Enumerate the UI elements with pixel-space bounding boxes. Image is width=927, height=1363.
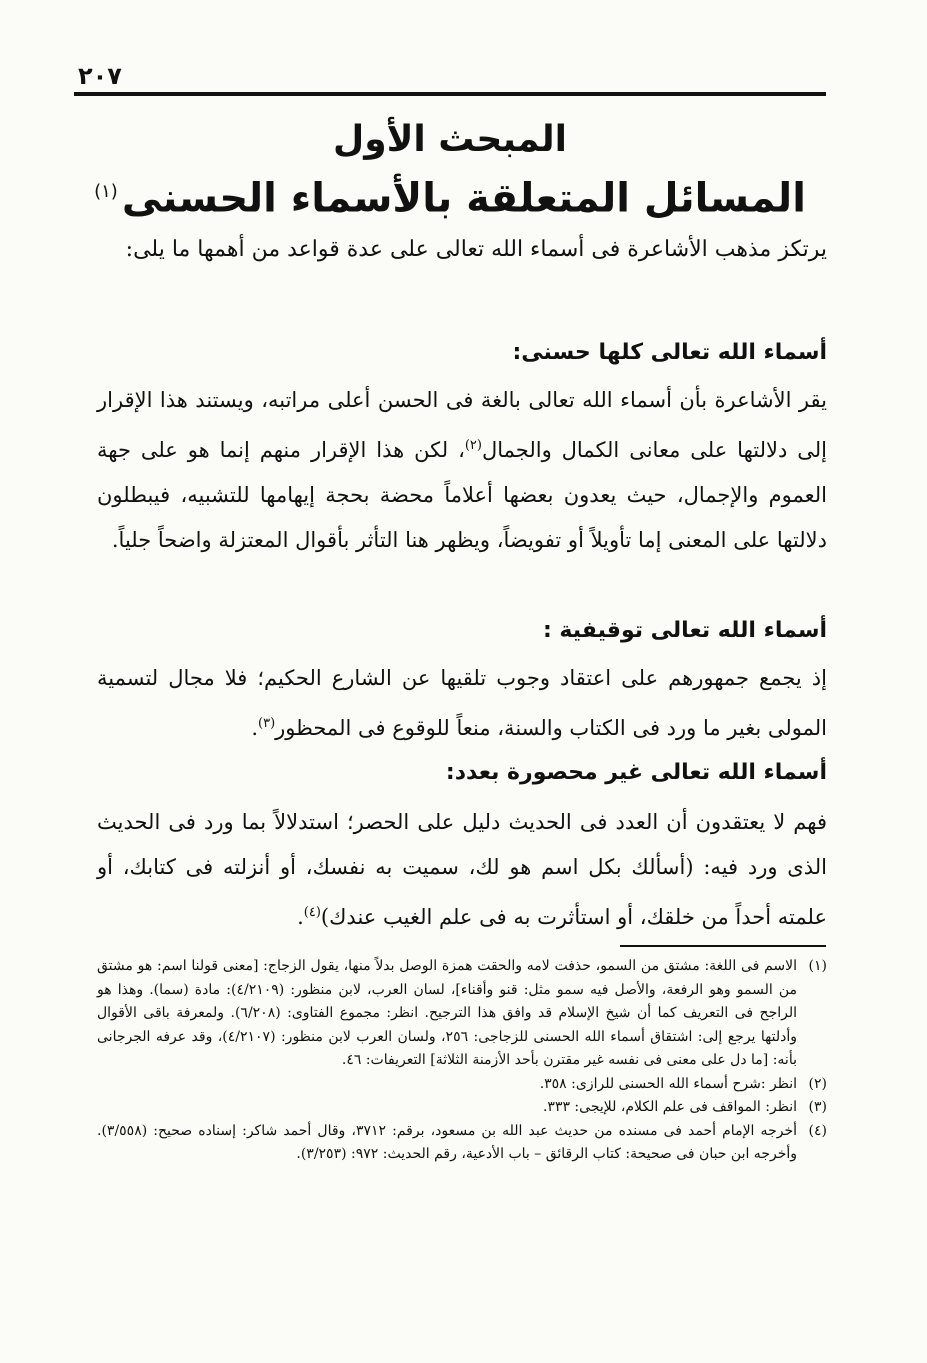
- footnote-3: [97, 1096, 827, 1120]
- footnote-1: [97, 955, 827, 1073]
- chapter-title: [74, 164, 826, 226]
- section-label: المبحث الأول: [332, 119, 568, 160]
- footnote-separator: [620, 945, 826, 947]
- footnote-ref-1: (١): [94, 181, 118, 202]
- footnote-number: (٣): [808, 1099, 827, 1115]
- section-body-2-text: إذ يجمع جمهورهم على اعتقاد وجوب تلقيها عن الشارع الحكيم؛ فلا مجال لتسمية المولى بغير ما ورد فى الكتاب والسنة، منعاً للوقوع فى المحظور: [97, 666, 827, 740]
- footnote-4: [97, 1120, 827, 1167]
- section-title-3: أسماء الله تعالى غير محصورة بعدد:: [445, 760, 827, 785]
- header-rule: [74, 92, 826, 96]
- footnote-2: [97, 1073, 827, 1097]
- chapter-title-text: المسائل المتعلقة بالأسماء الحسنى: [121, 175, 806, 222]
- footnote-text: الاسم فى اللغة: مشتق من السمو، حذفت لامه والحقت همزة الوصل بدلاً منها، يقول الزجاج: [معنى قولنا اسم: هو مشتق من السمو وهو الرفعة، والأصل فيه سمو مثل: قنو وأقناء]، لسان العرب، لابن منظور: (٤/٢١٠٩): مادة (سما). وهذا هو الراجح فى التعريف كما أن شيخ الإسلام قد وافق هذا الترجيح. انظر: مجموع الفتاوى: (٦/٢٠٨). ولمعرفة باقى الأقوال وأدلتها يرجع إلى: اشتقاق أسماء الله الحسنى للزجاجى: ٢٥٦، ولسان العرب لابن منظور: (٤/٢١٠٧)، وقد عرفه الجرجانى بأنه: [ما دل على معنى فى نفسه غير مقترن بأحد الأزمنة الثلاثة] التعريفات: ٤٦.: [97, 958, 798, 1068]
- section-body-1-text-after: ، لكن هذا الإقرار منهم إنما هو على جهة العموم والإجمال، حيث يعدون بعضها أعلاماً محضة بحجة إيهامها للتشبيه، فيبطلون دلالتها على المعنى إما تأويلاً أو تفويضاً، ويظهر هنا التأثر بأقوال المعتزلة واضحاً جلياً.: [97, 438, 827, 552]
- footnote-ref-4: (٤): [303, 905, 321, 920]
- chapter-heading: [74, 116, 826, 226]
- footnote-number: (٤): [808, 1122, 827, 1139]
- footnote-text: انظر :شرح أسماء الله الحسنى للرازى: ٣٥٨.: [539, 1075, 797, 1092]
- footnote-ref-2: (٢): [464, 438, 482, 453]
- section-title-1: أسماء الله تعالى كلها حسنى:: [512, 340, 827, 365]
- section-body-3: [97, 800, 827, 940]
- section-body-2: [97, 656, 827, 751]
- section-body-3-text-after: .: [297, 905, 304, 929]
- section-body-1: [97, 378, 827, 563]
- footnote-text: أخرجه الإمام أحمد فى مسنده من حديث عبد الله بن مسعود، برقم: ٣٧١٢، وقال أحمد شاكر: إسناده صحيح: (٣/٥٥٨). وأخرجه ابن حبان فى صحيحة: كتاب الرقائق – باب الأدعية، رقم الحديث: ٩٧٢: (٣/٢٥٣).: [97, 1122, 797, 1162]
- footnote-number: (١): [808, 958, 827, 974]
- section-body-2-text-after: .: [251, 716, 259, 740]
- intro-paragraph: يرتكز مذهب الأشاعرة فى أسماء الله تعالى على عدة قواعد من أهمها ما يلى:: [125, 237, 827, 262]
- footnotes: [97, 955, 827, 1167]
- footnote-text: انظر: المواقف فى علم الكلام، للإيجى: ٣٣٣.: [542, 1099, 797, 1115]
- section-body-3-text: فهم لا يعتقدون أن العدد فى الحديث دليل على الحصر؛ استدلالاً بما ورد فى الحديث الذى ورد فيه: (أسألك بكل اسم هو لك، سميت به نفسك، أو أنزلته فى كتابك، أو علمته أحداً من خلقك، أو استأثرت به فى علم الغيب عندك): [97, 810, 827, 929]
- section-body-1-text: يقر الأشاعرة بأن أسماء الله تعالى بالغة فى الحسن أعلى مراتبه، ويستند هذا الإقرار إلى دلالتها على معانى الكمال والجمال: [97, 388, 827, 462]
- section-title-2: أسماء الله تعالى توقيفية :: [542, 618, 827, 643]
- footnote-ref-3: (٣): [258, 716, 276, 731]
- page-number: ٢٠٧: [78, 62, 122, 90]
- footnote-number: (٢): [808, 1075, 827, 1092]
